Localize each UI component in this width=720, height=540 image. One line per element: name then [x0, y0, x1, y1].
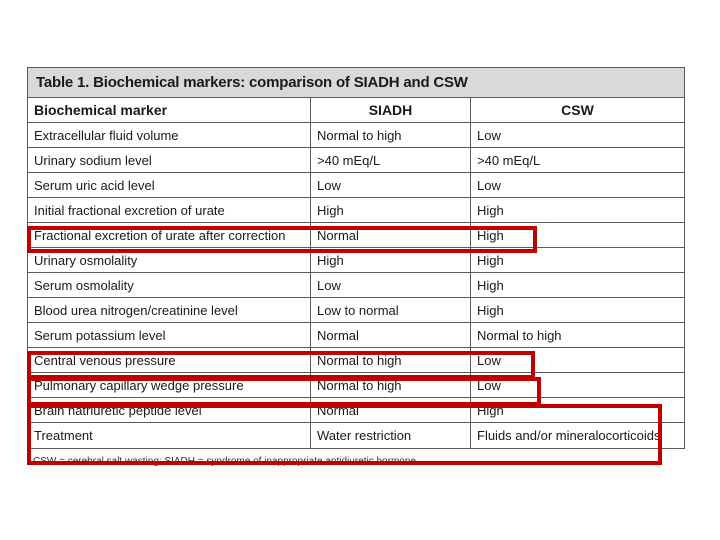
highlight-box-bnp-and-treatment — [27, 404, 662, 465]
table-caption: Table 1. Biochemical markers: comparison of SIADH and CSW — [28, 68, 684, 98]
table-row — [28, 148, 684, 173]
siadh-cell: High — [311, 198, 471, 222]
csw-cell: High — [477, 227, 504, 243]
siadh-cell: Water restriction — [311, 423, 471, 448]
siadh-cell: Normal — [311, 223, 471, 247]
marker-cell: Blood urea nitrogen/creatinine level — [28, 298, 311, 322]
table-row — [28, 323, 684, 348]
marker-cell: Urinary osmolality — [28, 248, 311, 272]
highlight-box-pulmonary-wedge-pressure — [27, 377, 541, 406]
marker-cell: Pulmonary capillary wedge pressure — [28, 373, 311, 397]
csw-cell: >40 mEq/L — [477, 152, 541, 168]
csw-cell: Low — [477, 352, 501, 368]
marker-cell: Brain natriuretic peptide level — [28, 398, 311, 422]
siadh-cell: Low to normal — [311, 298, 471, 322]
highlight-box-urate-after-correction — [27, 226, 537, 253]
marker-cell: Serum potassium level — [28, 323, 311, 347]
marker-cell: Extracellular fluid volume — [28, 123, 311, 147]
csw-cell: Low — [477, 177, 501, 193]
table-row — [28, 273, 684, 298]
marker-cell: Treatment — [28, 423, 311, 448]
siadh-cell: Normal to high — [311, 373, 471, 397]
siadh-cell: Normal — [311, 398, 471, 422]
marker-cell: Central venous pressure — [28, 348, 311, 372]
table-row — [28, 123, 684, 148]
csw-cell: High — [477, 402, 504, 418]
marker-cell: Serum osmolality — [28, 273, 311, 297]
csw-cell: High — [477, 277, 504, 293]
table-row — [28, 298, 684, 323]
marker-cell: Initial fractional excretion of urate — [28, 198, 311, 222]
header-csw: CSW — [561, 102, 594, 118]
header-siadh: SIADH — [311, 98, 471, 122]
siadh-cell: Normal to high — [311, 123, 471, 147]
csw-cell: High — [477, 302, 504, 318]
siadh-cell: Low — [311, 173, 471, 197]
table-row — [28, 173, 684, 198]
table-header-row — [28, 98, 684, 123]
csw-cell: High — [477, 252, 504, 268]
csw-cell: Normal to high — [477, 327, 562, 343]
csw-cell: Low — [477, 127, 501, 143]
marker-cell: Serum uric acid level — [28, 173, 311, 197]
siadh-cell: High — [311, 248, 471, 272]
table-row — [28, 198, 684, 223]
table-footnote: CSW = cerebral salt wasting; SIADH = syndrome of inappropriate antidiuretic hormone. — [33, 456, 419, 467]
csw-cell: Low — [477, 377, 501, 393]
siadh-cell: Normal to high — [311, 348, 471, 372]
siadh-cell: >40 mEq/L — [311, 148, 471, 172]
marker-cell: Fractional excretion of urate after correction — [28, 223, 311, 247]
siadh-cell: Low — [311, 273, 471, 297]
csw-cell: Fluids and/or mineralocorticoids — [477, 428, 661, 443]
csw-cell: High — [477, 202, 504, 218]
siadh-cell: Normal — [311, 323, 471, 347]
highlight-box-central-venous-pressure — [27, 351, 535, 379]
header-biochemical-marker: Biochemical marker — [28, 98, 311, 122]
marker-cell: Urinary sodium level — [28, 148, 311, 172]
